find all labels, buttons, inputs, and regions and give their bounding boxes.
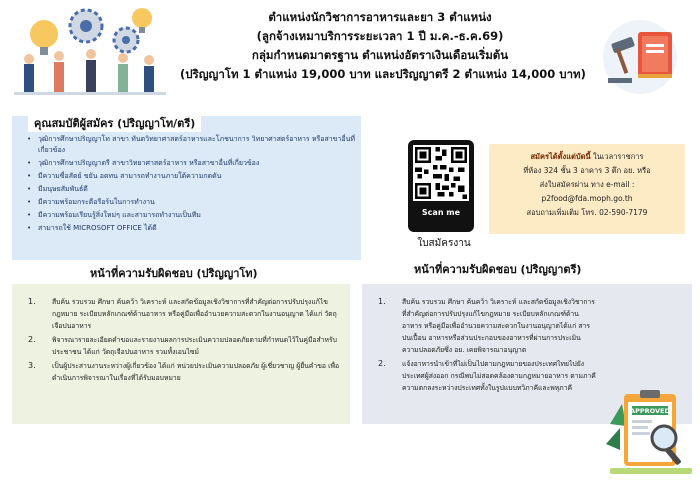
apply-office-hours: ในเวลาราชการ: [590, 152, 644, 161]
apply-now-highlight: สมัครได้ตั้งแต่บัดนี้: [530, 152, 591, 161]
qr-scan-caption: Scan me: [421, 208, 461, 217]
gavel-book-icon: [590, 18, 690, 96]
announcement-title: [180, 8, 586, 84]
qualification-item-ms-office: • สามารถใช้ MICROSOFT OFFICE ได้ดี: [26, 223, 356, 234]
duties-master-list: [12, 284, 350, 384]
qualifications-title: คุณสมบัติผู้สมัคร (ปริญญาโท/ตรี): [34, 117, 196, 130]
duty-master-item: [28, 334, 340, 358]
apply-info-panel: [489, 144, 685, 234]
apply-email-intro: ส่งใบสมัครผ่าน ทาง e-mail :: [539, 180, 635, 189]
duty-text: แจ้งอาหารนำเข้าที่ไม่เป็นไปตามกฎหมายของประเทศไทยไปยังประเทศผู้ส่งออก กรณีพบไม่สอดคล้องตามกฎหมายอาหาร ตามภาคีความตกลงระหว่างประเทศทั้งในรูปแบบทวิภาคีและพหุภาคี: [402, 360, 596, 392]
apply-when-line: [495, 150, 679, 164]
application-form-label: ใบสมัครงาน: [417, 238, 471, 249]
duty-text: สืบค้น รวบรวม ศึกษา ค้นคว้า วิเคราะห์ และสกัดข้อมูลเชิงวิชาการที่สำคัญต่อการปรับปรุงแก้ไขกฎหมาย ระเบียบหลักเกณฑ์ด้านอาหาร หรือคู่มือเพื่ออำนวยความสะดวกในงานอนุญาต ได้แก่ วัตถุเจือปนอาหาร: [52, 298, 337, 330]
title-line-contract: (ลูกจ้างเหมาบริการระยะเวลา 1 ปี ม.ค.-ธ.ค.69): [256, 29, 504, 43]
duty-number: 2.: [28, 335, 36, 344]
duty-master-item: [28, 360, 340, 384]
qualification-item-master-degree: • วุฒิการศึกษาปริญญาโท สาขา ทันตวิทยาศาสตร์อาหารและโภชนาการ วิทยาศาสตร์อาหาร หรือสาขาอื่นที่เกี่ยวข้อง: [26, 134, 356, 156]
apply-email-link[interactable]: p2food@fda.moph.go.th: [541, 194, 633, 203]
duty-number: 2.: [378, 359, 386, 368]
duties-master-title: หน้าที่ความรับผิดชอบ (ปริญญาโท): [90, 267, 258, 280]
title-line-position: ตำแหน่งนักวิชาการอาหารและยา 3 ตำแหน่ง: [268, 10, 492, 24]
qr-code-icon[interactable]: [413, 145, 469, 201]
qualification-item-bachelor-degree: • วุฒิการศึกษาปริญญาตรี สาขาวิทยาศาสตร์อาหาร หรือสาขาอื่นที่เกี่ยวข้อง: [26, 158, 356, 169]
qualifications-list: [26, 134, 356, 236]
duties-bachelor-list: [362, 284, 692, 394]
duty-number: 3.: [28, 361, 36, 370]
team-gears-illustration: [14, 4, 166, 100]
title-line-salary: (ปริญญาโท 1 ตำแหน่ง 19,000 บาท และปริญญาตรี 2 ตำแหน่ง 14,000 บาท): [180, 67, 586, 81]
duty-number: 1.: [378, 297, 386, 306]
duties-bachelor-title: หน้าที่ความรับผิดชอบ (ปริญญาตรี): [414, 263, 582, 276]
qualifications-title-wrap: [28, 112, 201, 132]
duty-bachelor-item: [378, 296, 596, 356]
duty-bachelor-item: [378, 358, 596, 394]
title-line-group: กลุ่มกำหนดมาตรฐาน ตำแหน่งอัตราเงินเดือนเริ่มต้น: [251, 48, 509, 62]
qualification-item-honesty: • มีความซื่อสัตย์ ขยัน อดทน สามารถทำงานภายใต้ความกดดัน: [26, 171, 356, 182]
apply-room-line: ที่ห้อง 324 ชั้น 3 อาคาร 3 ตึก อย. หรือ: [523, 166, 651, 175]
approved-badge-text: APPROVED: [630, 407, 670, 415]
duties-master-panel: [12, 284, 350, 424]
qr-code-card[interactable]: [408, 140, 474, 232]
duty-number: 1.: [28, 297, 36, 306]
apply-phone: สอบถามเพิ่มเติม โทร. 02-590-7179: [526, 208, 648, 217]
duty-master-item: [28, 296, 340, 332]
qualification-item-teamwork: • มีความพร้อมเรียนรู้สิ่งใหม่ๆ และสามารถทำงานเป็นทีม: [26, 210, 356, 221]
qualification-item-enthusiasm: • มีความพร้อมกระตือรือร้นในการทำงาน: [26, 197, 356, 208]
approved-clipboard-icon: [606, 384, 696, 482]
qualification-item-relations: • มีมนุษยสัมพันธ์ดี: [26, 184, 356, 195]
duty-text: พิจารณารายละเอียดคำขอและรายงานผลการประเมินความปลอดภัยตามที่กำหนดไว้ในคู่มือสำหรับประชาชน ได้แก่ วัตถุเจือปนอาหาร รวมทั้งเอนไซม์: [52, 336, 337, 356]
duty-text: เป็นผู้ประสานงานระหว่างผู้เกี่ยวข้อง ได้แก่ หน่วยประเมินความปลอดภัย ผู้เชี่ยวชาญ ผู้ยื่นคำขอ เพื่อดำเนินการพิจารณาในเรื่องที่ได้รับมอบหมาย: [52, 362, 340, 382]
duty-text: สืบค้น รวบรวม ศึกษา ค้นคว้า วิเคราะห์ และสกัดข้อมูลเชิงวิชาการที่สำคัญต่อการปรับปรุงแก้ไขกฎหมาย ระเบียบหลักเกณฑ์ด้านอาหาร หรือคู่มือเพื่ออำนวยความสะดวกในงานอนุญาตได้แก่ สารปนเปื้อน อาหารหรือส่วนประกอบของอาหารที่ผ่านการประเมินความปลอดภัยซึ่ง อย. เคยพิจารณาอนุญาต: [402, 298, 595, 354]
